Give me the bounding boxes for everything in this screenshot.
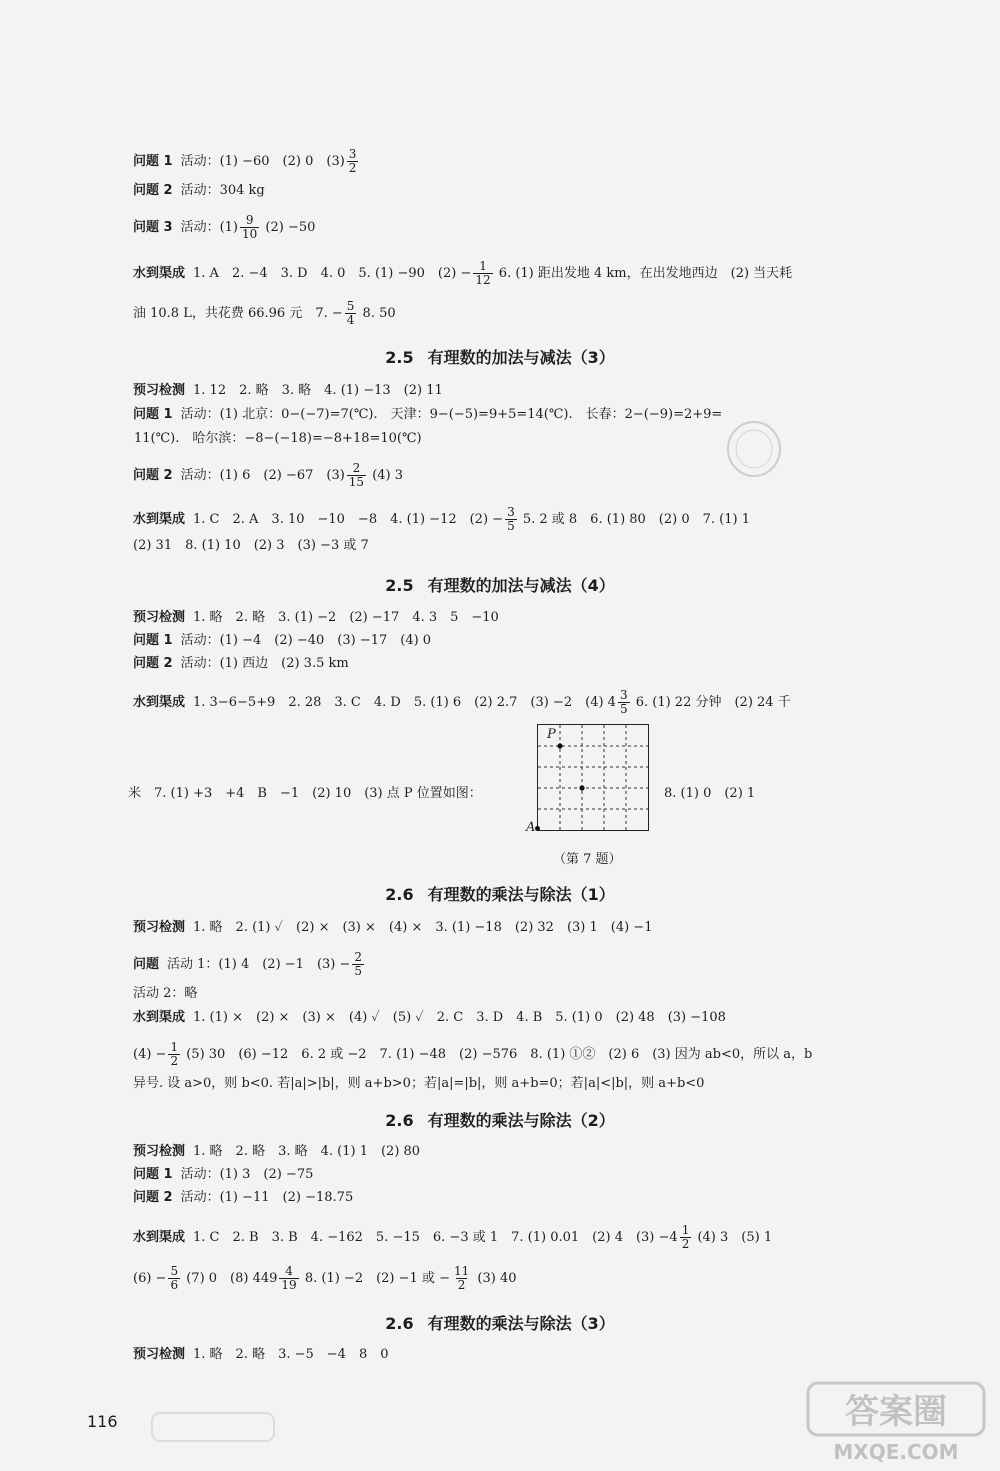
line-q1: 问题 1 活动：(1) 3 (2) −75 bbox=[133, 1167, 314, 1182]
line-practice: 水到渠成 1. (1) × (2) × (3) × (4) ✓ (5) ✓ 2. C 3. D 4. B 5. (1) 0 (2) 48 (3) −108 bbox=[133, 1010, 726, 1025]
fraction: $\frac{1}{2}$ bbox=[681, 1223, 690, 1251]
line-q2: 问题 2 活动：304 kg bbox=[133, 183, 265, 198]
page-number: 116 bbox=[87, 1412, 118, 1431]
line-q1: 问题 1 活动：(1) −60 (2) 0 (3) $\frac{3}{2}$ bbox=[133, 147, 357, 175]
section-title: 2.6 有理数的乘法与除法（3） bbox=[385, 1314, 615, 1333]
line-preview: 预习检测 1. 略 2. (1) ✓ (2) × (3) × (4) × 3. (1) −18 (2) 32 (3) 1 (4) −1 bbox=[133, 920, 653, 935]
stamp-mark bbox=[724, 418, 784, 480]
line-practice: 水到渠成 1. C 2. A 3. 10 −10 −8 4. (1) −12 (2) − $\frac{3}{5}$ 5. 2 或 8 6. (1) 80 (2) 0 7. (1) 1 bbox=[133, 505, 750, 533]
watermark-logo bbox=[806, 1379, 986, 1465]
line-practice-q8: 8. (1) 0 (2) 1 bbox=[664, 786, 756, 801]
fraction: $\frac{9}{10}$ bbox=[242, 213, 258, 241]
svg-text:答案圈: 答案圈 bbox=[845, 1392, 947, 1432]
point-a-dot bbox=[535, 826, 540, 831]
svg-text:MXQE.COM: MXQE.COM bbox=[833, 1440, 959, 1464]
fraction: $\frac{5}{4}$ bbox=[346, 299, 355, 327]
line-preview: 预习检测 1. 略 2. 略 3. (1) −2 (2) −17 4. 3 5 −10 bbox=[133, 610, 499, 625]
line-practice-cont: (6) − $\frac{5}{6}$ (7) 0 (8) 449 $\frac{4}{19}$ 8. (1) −2 (2) −1 或 − $\frac{11}{2}$ (3) 40 bbox=[133, 1264, 517, 1292]
faded-stamp-mark bbox=[148, 1407, 278, 1447]
line-q2: 问题 2 活动：(1) 西边 (2) 3.5 km bbox=[133, 656, 349, 671]
line-practice: 水到渠成 1. C 2. B 3. B 4. −162 5. −15 6. −3 或 1 7. (1) 0.01 (2) 4 (3) −4 $\frac{1}{2}$ (4) 3 (5) 1 bbox=[133, 1223, 773, 1251]
fraction: $\frac{1}{12}$ bbox=[475, 259, 491, 287]
line-preview: 预习检测 1. 略 2. 略 3. −5 −4 8 0 bbox=[133, 1347, 389, 1362]
fraction: $\frac{11}{2}$ bbox=[453, 1264, 470, 1292]
line-practice: 水到渠成 1. A 2. −4 3. D 4. 0 5. (1) −90 (2) − $\frac{1}{12}$ 6. (1) 距出发地 4 km，在出发地西边 (2) 当天耗 bbox=[133, 259, 793, 287]
line-practice: 水到渠成 1. 3−6−5+9 2. 28 3. C 4. D 5. (1) 6 (2) 2.7 (3) −2 (4) 4 $\frac{3}{5}$ 6. (1) 22 分钟 (2) 24 千 bbox=[133, 688, 791, 716]
line-practice-cont: 米 7. (1) +3 +4 B −1 (2) 10 (3) 点 P 位置如图： bbox=[128, 786, 482, 801]
line-q3: 问题 3 活动：(1) $\frac{9}{10}$ (2) −50 bbox=[133, 213, 316, 241]
section-title: 2.6 有理数的乘法与除法（1） bbox=[385, 885, 615, 904]
fraction: $\frac{5}{6}$ bbox=[170, 1264, 179, 1292]
line-activity2: 活动 2：略 bbox=[133, 986, 198, 1001]
point-p-dot bbox=[557, 743, 562, 748]
point-p-label: P bbox=[547, 727, 556, 742]
fraction: $\frac{2}{5}$ bbox=[354, 950, 363, 978]
point-a-label: A bbox=[526, 820, 536, 835]
section-title: 2.6 有理数的乘法与除法（2） bbox=[385, 1111, 615, 1130]
line-q1: 问题 1 活动：(1) −4 (2) −40 (3) −17 (4) 0 bbox=[133, 633, 432, 648]
line-q2: 问题 2 活动：(1) −11 (2) −18.75 bbox=[133, 1190, 354, 1205]
figure-caption: （第 7 题） bbox=[553, 852, 622, 867]
line-q: 问题 活动 1：(1) 4 (2) −1 (3) − $\frac{2}{5}$ bbox=[133, 950, 363, 978]
fraction: $\frac{4}{19}$ bbox=[281, 1264, 297, 1292]
grid-dot bbox=[579, 785, 584, 790]
line-q1-cont: 11(℃). 哈尔滨：−8−(−18)=−8+18=10(℃) bbox=[134, 431, 422, 446]
line-practice-cont2: 异号. 设 a>0，则 b<0. 若|a|>|b|，则 a+b>0；若|a|=|b|，则 a+b=0；若|a|<|b|，则 a+b<0 bbox=[133, 1076, 705, 1091]
fraction: $\frac{3}{5}$ bbox=[619, 688, 628, 716]
line-q1: 问题 1 活动：(1) 北京：0−(−7)=7(℃). 天津：9−(−5)=9+5=14(℃). 长春：2−(−9)=2+9= bbox=[133, 407, 723, 422]
fraction: $\frac{1}{2}$ bbox=[170, 1040, 179, 1068]
line-preview: 预习检测 1. 12 2. 略 3. 略 4. (1) −13 (2) 11 bbox=[133, 383, 443, 398]
fraction: $\frac{2}{15}$ bbox=[348, 461, 365, 489]
section-title: 2.5 有理数的加法与减法（4） bbox=[385, 576, 615, 595]
line-q2: 问题 2 活动：(1) 6 (2) −67 (3) $\frac{2}{15}$ (4) 3 bbox=[133, 461, 404, 489]
fraction: $\frac{3}{5}$ bbox=[507, 505, 515, 533]
section-title: 2.5 有理数的加法与减法（3） bbox=[385, 348, 615, 367]
line-practice-cont: 油 10.8 L，共花费 66.96 元 7. − $\frac{5}{4}$ 8. 50 bbox=[133, 299, 396, 327]
fraction: $\frac{3}{2}$ bbox=[348, 147, 357, 175]
line-practice-cont: (2) 31 8. (1) 10 (2) 3 (3) −3 或 7 bbox=[133, 538, 369, 553]
line-preview: 预习检测 1. 略 2. 略 3. 略 4. (1) 1 (2) 80 bbox=[133, 1144, 421, 1159]
line-practice-cont: (4) − $\frac{1}{2}$ (5) 30 (6) −12 6. 2 或 −2 7. (1) −48 (2) −576 8. (1) ①② (2) 6 (3) 因为 ab<0，所以 a，b bbox=[133, 1040, 813, 1068]
